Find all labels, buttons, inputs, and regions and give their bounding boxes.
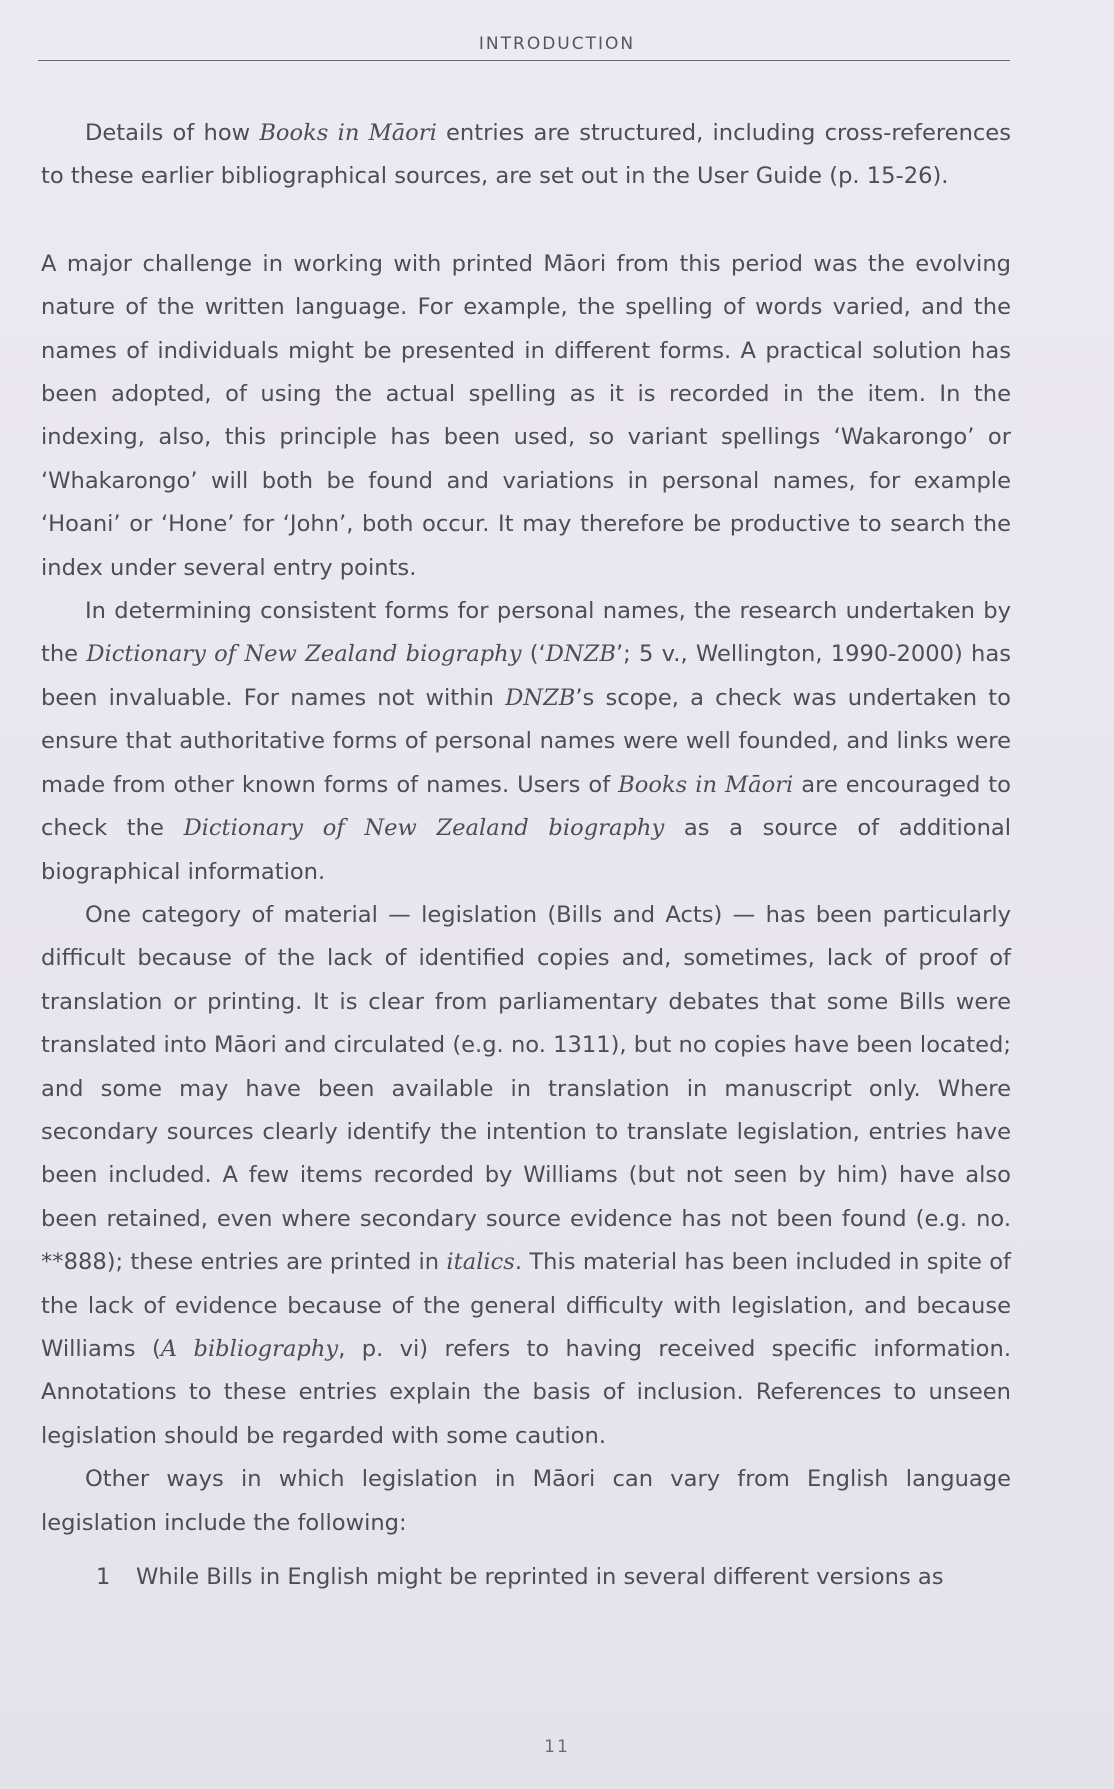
text-run: One category of material — legislation (Bills and Acts) — has been particularly difficult because of the lack of identified copies and, sometimes, lack of proof of translation or printing. It is clear from parliamentary debates that some Bills were translated into Māori and circulated (e.g. no. 1311), but no copies have been located; and some may have been available in translation in manuscript only. Where secondary sources clearly identify the intention to translate legislation, entries have been included. A few items recorded by Williams (but not seen by him) have also been retained, even where secondary source evidence has not been found (e.g. no. **888); these entries are printed in xyxy=(41,901,1011,1276)
text-run: , p. vi) refers to having received specific information. Annotations to these entries explain the basis of inclusion. References to unseen legislation should be regarded with some caution. xyxy=(41,1335,1012,1449)
text-run: ’s scope, a check was undertaken to ensure that authoritative forms of personal names were well founded, and links were made from other known forms of names. Users of xyxy=(41,684,1011,798)
paragraph-language-challenge: A major challenge in working with printed Māori from this period was the evolving nature of the written language. For example, the spelling of words varied, and the names of individuals might be presented in different forms. A practical solution has been adopted, of using the actual spelling as it is recorded in the item. In the indexing, also, this principle has been used, so variant spellings ‘Wakarongo’ or ‘Whakarongo’ will both be found and variations in personal names, for example ‘Hoani’ or ‘Hone’ for ‘John’, both occur. It may therefore be productive to search the index under several entry points. xyxy=(41,250,1011,581)
text-run: entries are structured, including cross-references to these earlier bibliographical sources, are set out in the User Guide (p. 15-26). xyxy=(41,120,1011,190)
paragraph-other-ways: Other ways in which legislation in Māori can vary from English language legislation include the following: xyxy=(41,1466,1011,1536)
title-dnzb: Dictionary of New Zealand biography xyxy=(183,815,665,842)
emphasis-italics: italics xyxy=(446,1249,515,1276)
text-run: (‘ xyxy=(521,641,546,668)
body-text xyxy=(41,112,1011,1599)
paragraph-gap xyxy=(41,199,1011,243)
title-books-in-maori: Books in Māori xyxy=(259,120,437,146)
abbrev-dnzb: DNZB xyxy=(545,641,616,668)
header-rule xyxy=(38,60,1010,61)
paragraph-gap xyxy=(41,1545,1011,1556)
paragraph-user-guide xyxy=(41,112,1011,199)
text-run: Details of how xyxy=(85,120,260,146)
title-dnzb: Dictionary of New Zealand biography xyxy=(86,641,522,668)
list-item xyxy=(41,1556,1011,1599)
paragraph-legislation xyxy=(41,894,1011,1458)
list-item-number: 1 xyxy=(96,1564,111,1590)
text-run: In determining consistent forms for personal names, the research undertaken by the xyxy=(41,598,1011,668)
text-run: ’; 5 v., Wellington, 1990-2000) has been invaluable. For names not within xyxy=(41,641,1011,711)
running-header: INTRODUCTION xyxy=(478,34,636,54)
text-run: are encouraged to check the xyxy=(41,771,1011,842)
page-number: 11 xyxy=(544,1737,570,1757)
title-a-bibliography: A bibliography xyxy=(160,1335,339,1362)
text-run: . This material has been included in spite of the lack of evidence because of the general difficulty with legislation, and because Williams ( xyxy=(41,1249,1011,1362)
list-item-text: While Bills in English might be reprinted in several different versions as xyxy=(136,1564,944,1590)
text-run: as a source of additional biographical information. xyxy=(41,815,1012,885)
title-books-in-maori: Books in Māori xyxy=(618,771,794,798)
abbrev-dnzb: DNZB xyxy=(505,684,576,711)
paragraph-personal-names xyxy=(41,590,1011,894)
